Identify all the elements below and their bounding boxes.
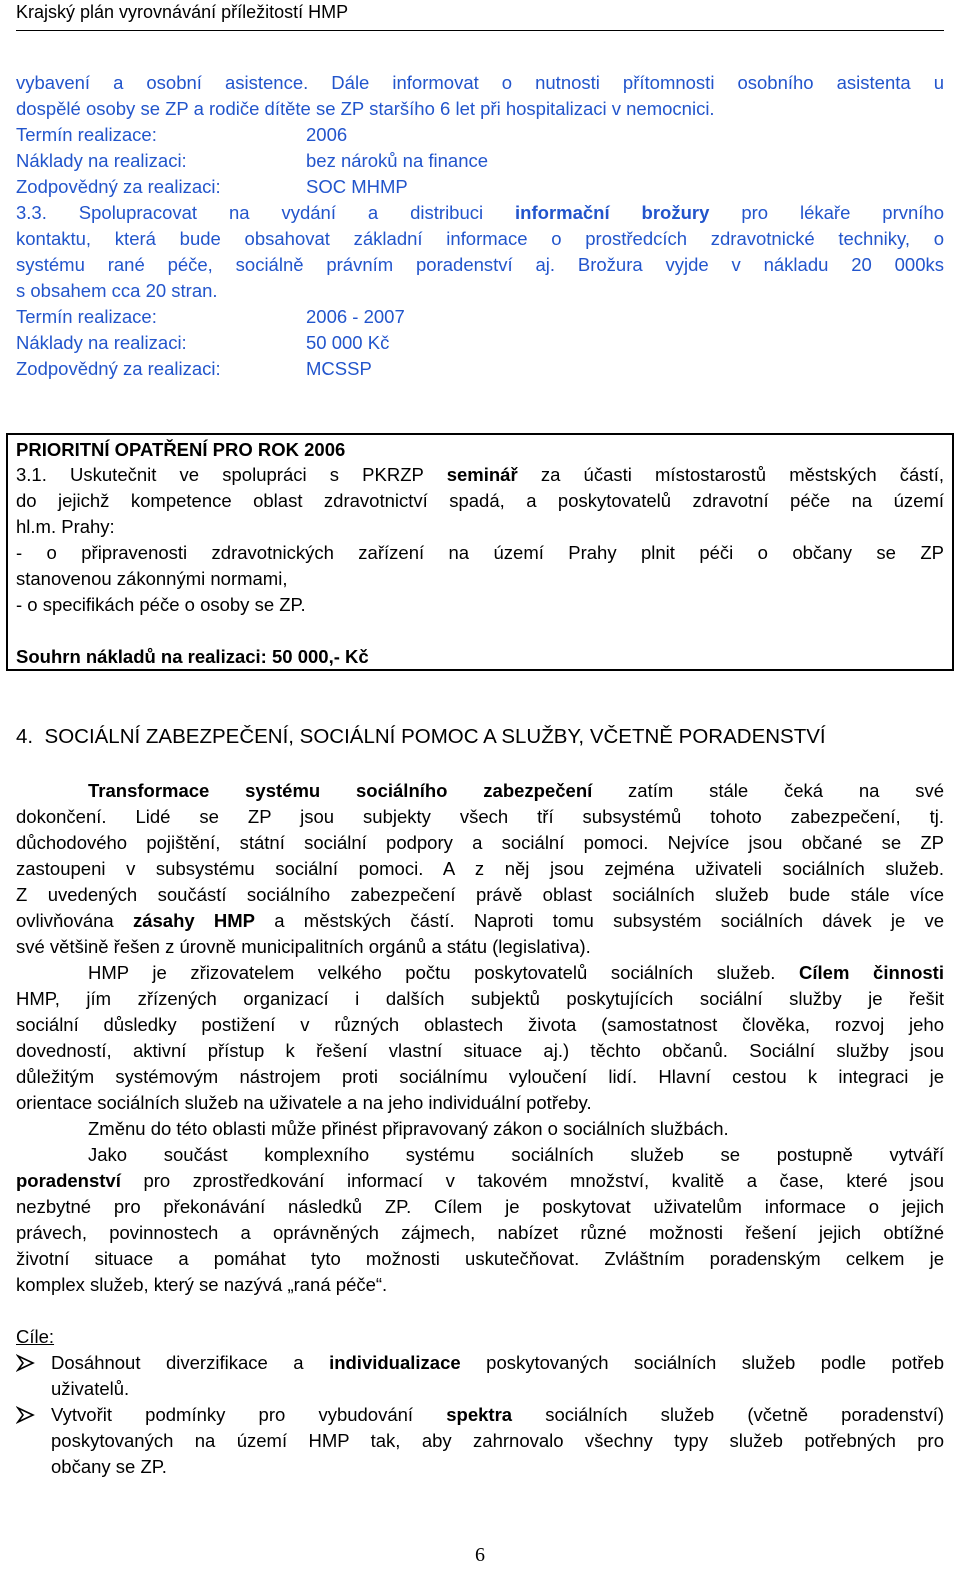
text-line: dovedností, aktivní přístup k řešení vlastní situace aj.) těchto občanů. Sociální služby jsou bbox=[16, 1040, 944, 1061]
bold-span: poradenství bbox=[16, 1170, 121, 1191]
bullet-arrow-icon bbox=[16, 1350, 46, 1376]
responsible-row bbox=[16, 174, 944, 200]
text-line bbox=[16, 778, 944, 804]
priority-title: PRIORITNÍ OPATŘENÍ PRO ROK 2006 bbox=[16, 439, 346, 460]
bold-span: zásahy HMP bbox=[132, 910, 256, 931]
text-line: do jejichž kompetence oblast zdravotnictví spadá, a poskytovatelů zdravotní péče na území bbox=[16, 490, 944, 511]
text-span: 3.1. Uskutečnit ve spolupráci s PKRZP bbox=[16, 464, 447, 485]
cost-row bbox=[16, 330, 944, 356]
text-span: zatím stále čeká na své bbox=[592, 780, 944, 801]
text-line: důchodového pojištění, státní sociální podpory a sociální pomoci. Nejvíce jsou občané se ZP bbox=[16, 832, 944, 853]
text-span: za účasti místostarostů městských částí, bbox=[517, 464, 944, 485]
responsible-label: Zodpovědný za realizaci: bbox=[16, 176, 221, 197]
text-line: poskytovaných na území HMP tak, aby zahrnovalo všechny typy služeb potřebných pro bbox=[51, 1430, 944, 1451]
text-line: systému rané péče, sociálně právním poradenství aj. Brožura vyjde v nákladu 20 000ks bbox=[16, 254, 944, 275]
goal-item bbox=[51, 1402, 944, 1428]
text-span: Jako součást komplexního systému sociálních služeb se postupně vytváří bbox=[88, 1144, 944, 1165]
text-line: důležitým systémovým nástrojem proti sociálnímu vyloučení lidí. Hlavní cestou k integraci je bbox=[16, 1066, 944, 1087]
text-line: HMP, jím zřízených organizací i dalších subjektů poskytujících sociální služby je řešit bbox=[16, 988, 944, 1009]
responsible-value: MCSSP bbox=[306, 358, 372, 379]
text-line: hl.m. Prahy: bbox=[16, 516, 115, 537]
bold-span: Transformace systému sociálního zabezpečení bbox=[88, 780, 593, 801]
text-line: s obsahem cca 20 stran. bbox=[16, 280, 218, 301]
bold-span: spektra bbox=[446, 1404, 513, 1425]
text-span: Dosáhnout diverzifikace a bbox=[51, 1352, 330, 1373]
section-title: SOCIÁLNÍ ZABEZPEČENÍ, SOCIÁLNÍ POMOC A SLUŽBY, VČETNĚ PORADENSTVÍ bbox=[44, 725, 826, 748]
bold-span: individualizace bbox=[329, 1352, 461, 1373]
cost-row bbox=[16, 148, 944, 174]
text-line: stanovenou zákonnými normami, bbox=[16, 568, 288, 589]
bold-span: informační brožury bbox=[515, 202, 710, 223]
section-number: 4. bbox=[16, 725, 34, 748]
text-line: občany se ZP. bbox=[51, 1456, 167, 1477]
text-line bbox=[16, 200, 944, 226]
goals-title: Cíle: bbox=[16, 1326, 55, 1347]
text-span: pro lékaře prvního bbox=[709, 202, 944, 223]
text-line: orientace sociálních služeb na uživatele a na jeho individuální potřeby. bbox=[16, 1092, 592, 1113]
text-line bbox=[16, 1168, 944, 1194]
text-span: ovlivňována bbox=[16, 910, 133, 931]
text-line: - o připravenosti zdravotnických zařízení na území Prahy plnit péči o občany se ZP bbox=[16, 542, 944, 563]
text-span: HMP je zřizovatelem velkého počtu poskytovatelů sociálních služeb. bbox=[88, 962, 800, 983]
bold-span: seminář bbox=[446, 464, 518, 485]
text-line bbox=[16, 462, 944, 488]
text-span: poskytovaných sociálních služeb podle potřeb bbox=[460, 1352, 944, 1373]
text-line: dospělé osoby se ZP a rodiče dítěte se ZP staršího 6 let při hospitalizaci v nemocnici. bbox=[16, 98, 715, 119]
text-span: Vytvořit podmínky pro vybudování bbox=[51, 1404, 447, 1425]
text-line bbox=[16, 960, 944, 986]
page-number: 6 bbox=[475, 1544, 485, 1566]
text-line: sociální důsledky postižení v různých oblastech života (samostatnost člověka, rozvoj jeho bbox=[16, 1014, 944, 1035]
text-line: vybavení a osobní asistence. Dále informovat o nutnosti přítomnosti osobního asistenta u bbox=[16, 72, 944, 93]
text-line: Z uvedených součástí sociálního zabezpečení právě oblast sociálních služeb bude stále více bbox=[16, 884, 944, 905]
text-line: dokončení. Lidé se ZP jsou subjekty všech tří subsystémů tohoto zabezpečení, tj. bbox=[16, 806, 944, 827]
text-span: 3.3. Spolupracovat na vydání a distribuci bbox=[16, 202, 516, 223]
term-value: 2006 - 2007 bbox=[306, 306, 405, 327]
text-line: své většině řešen z úrovně municipalitních orgánů a státu (legislativa). bbox=[16, 936, 591, 957]
text-line: uživatelů. bbox=[51, 1378, 130, 1399]
responsible-row bbox=[16, 356, 944, 382]
text-line: komplex služeb, který se nazývá „raná péče“. bbox=[16, 1274, 388, 1295]
bold-span: Cílem činnosti bbox=[799, 962, 944, 983]
term-row bbox=[16, 304, 944, 330]
goal-item bbox=[51, 1350, 944, 1376]
text-line: životní situace a pomáhat tyto možnosti uskutečňovat. Zvláštním poradenským celkem je bbox=[16, 1248, 944, 1269]
text-line bbox=[16, 908, 944, 934]
text-span: a městských částí. Naproti tomu subsystém sociálních dávek je ve bbox=[255, 910, 945, 931]
text-line: kontaktu, která bude obsahovat základní informace o prostředcích zdravotnické techniky, o bbox=[16, 228, 944, 249]
text-line bbox=[16, 1116, 944, 1142]
text-span: Změnu do této oblasti může přinést připravovaný zákon o sociálních službách. bbox=[88, 1118, 729, 1139]
cost-label: Náklady na realizaci: bbox=[16, 332, 187, 353]
term-value: 2006 bbox=[306, 124, 348, 145]
text-line: zastoupeni v subsystému sociální pomoci. A z něj jsou zejména uživateli sociálních služeb. bbox=[16, 858, 944, 879]
responsible-value: SOC MHMP bbox=[306, 176, 408, 197]
cost-summary: Souhrn nákladů na realizaci: 50 000,- Kč bbox=[16, 646, 369, 667]
cost-value: 50 000 Kč bbox=[306, 332, 390, 353]
term-label: Termín realizace: bbox=[16, 306, 157, 327]
bullet-arrow-icon bbox=[16, 1402, 46, 1428]
text-line: právech, povinnostech a oprávněných zájmech, nabízet různé možnosti řešení jejich obtížné bbox=[16, 1222, 944, 1243]
term-label: Termín realizace: bbox=[16, 124, 157, 145]
text-span: pro zprostředkování informací v takovém množství, kvalitě a čase, které jsou bbox=[120, 1170, 944, 1191]
cost-label: Náklady na realizaci: bbox=[16, 150, 187, 171]
section-heading bbox=[16, 723, 826, 751]
header-rule bbox=[16, 30, 944, 31]
responsible-label: Zodpovědný za realizaci: bbox=[16, 358, 221, 379]
cost-value: bez nároků na finance bbox=[306, 150, 489, 171]
text-line bbox=[16, 1142, 944, 1168]
text-line: nezbytné pro překonávání následků ZP. Cílem je poskytovat uživatelům informace o jejich bbox=[16, 1196, 944, 1217]
term-row bbox=[16, 122, 944, 148]
running-header: Krajský plán vyrovnávání příležitostí HMP bbox=[16, 2, 349, 22]
text-span: sociálních služeb (včetně poradenství) bbox=[512, 1404, 944, 1425]
text-line: - o specifikách péče o osoby se ZP. bbox=[16, 594, 306, 615]
